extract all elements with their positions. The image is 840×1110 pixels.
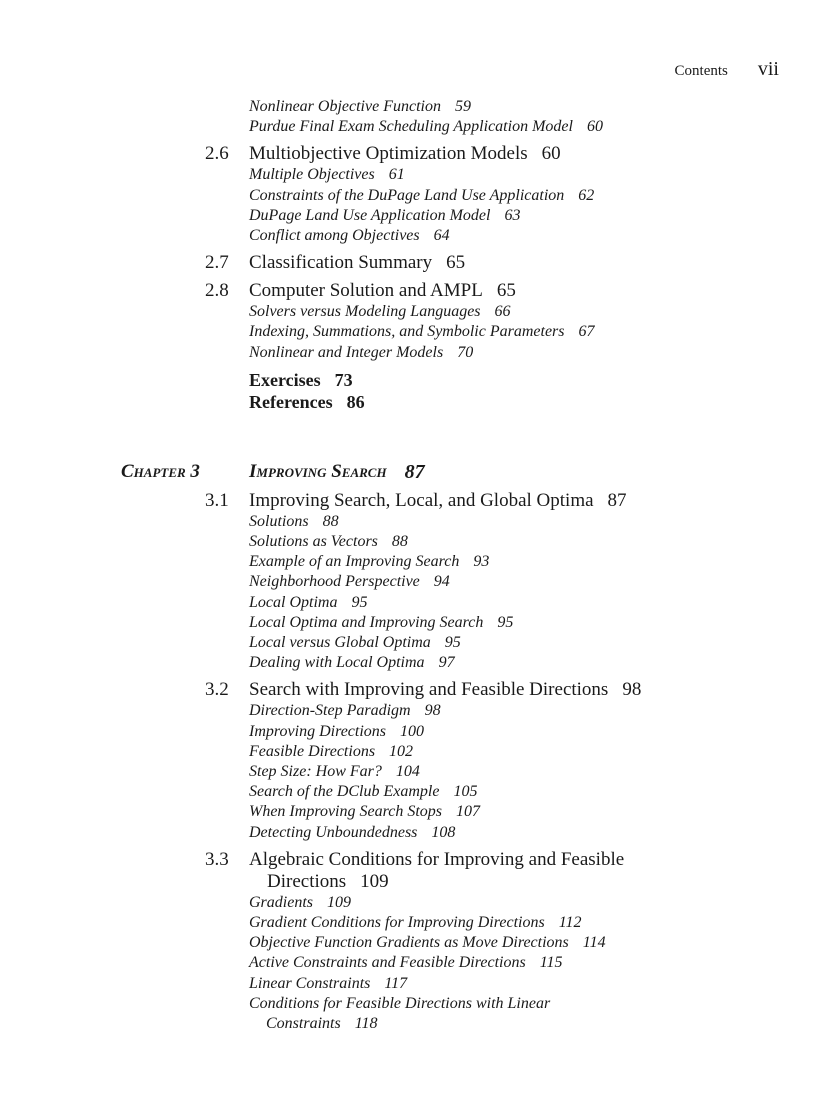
- toc-subentry-page: 97: [438, 654, 455, 672]
- chapter-label: Chapter 3: [121, 460, 200, 482]
- page-number: vii: [757, 58, 779, 80]
- toc-section-page: 87: [607, 489, 627, 511]
- toc-section-page: 60: [541, 143, 561, 165]
- toc-subentry-page: 93: [473, 553, 490, 571]
- toc-subentry-page: 105: [453, 783, 478, 801]
- toc-subentry: [0, 742, 840, 762]
- chapter-title: Improving Search: [249, 460, 387, 482]
- toc-subentry: [0, 343, 840, 363]
- toc-subentry: [0, 206, 840, 226]
- toc-subentry-page: 109: [327, 893, 351, 911]
- toc-subentry-title: Objective Function Gradients as Move Directions: [249, 934, 569, 952]
- toc-subentry-title: Dealing with Local Optima: [249, 654, 425, 672]
- toc-subentry: [0, 633, 840, 653]
- toc-subentry-page: 94: [433, 573, 450, 591]
- toc-subentry-title: Purdue Final Exam Scheduling Application Model: [249, 118, 573, 136]
- toc-subentry-page: 66: [494, 303, 511, 321]
- toc-section: [0, 143, 840, 165]
- toc-subentry-title: Feasible Directions: [249, 742, 376, 760]
- toc-subentry-page: 107: [456, 803, 480, 821]
- toc-section-number: 2.6: [205, 143, 229, 165]
- toc-subentry-title: Nonlinear and Integer Models: [249, 343, 444, 361]
- toc-subentry: [0, 613, 840, 633]
- toc-section: [0, 679, 840, 701]
- toc-subentry-page: 61: [388, 166, 405, 184]
- toc-subentry: [0, 762, 840, 782]
- toc-section-title-wrap: [249, 280, 840, 302]
- toc-subentry: [0, 552, 840, 572]
- toc-subentry: [0, 322, 840, 342]
- toc-subentry: [0, 97, 840, 117]
- toc-subentry-title: Multiple Objectives: [249, 166, 375, 184]
- toc-subentry-title: Solutions as Vectors: [249, 533, 378, 551]
- toc-section-page: 109: [360, 870, 389, 892]
- toc-section-title: Classification Summary: [249, 252, 433, 274]
- toc-subentry-page: 60: [586, 118, 603, 136]
- toc-subentry: [0, 974, 840, 994]
- toc-subentry: [0, 953, 840, 973]
- toc-subentry-page: 115: [539, 954, 563, 972]
- toc-subentry: [0, 933, 840, 953]
- toc-subentry: [0, 823, 840, 843]
- toc-subentry-title: Improving Directions: [249, 722, 387, 740]
- toc-subentry-title: Indexing, Summations, and Symbolic Parameters: [249, 323, 565, 341]
- toc-subentry-page: 98: [424, 702, 441, 720]
- table-of-contents: [0, 97, 840, 1034]
- toc-section-page: 98: [622, 679, 642, 701]
- toc-subentry-page: 63: [504, 206, 521, 224]
- toc-subentry-title: Nonlinear Objective Function: [249, 98, 441, 115]
- toc-section-title-wrap: [249, 679, 840, 701]
- toc-section-number: 3.2: [205, 679, 229, 701]
- toc-section-page: 65: [446, 252, 466, 274]
- toc-subentry-title: Gradient Conditions for Improving Directions: [249, 914, 545, 932]
- toc-subentry-title: Constraints of the DuPage Land Use Application: [249, 186, 565, 204]
- toc-subentry: [0, 226, 840, 246]
- toc-subentry: [0, 893, 840, 913]
- toc-section-title: Computer Solution and AMPL: [249, 280, 483, 302]
- toc-section: [0, 849, 840, 871]
- toc-subentry: [0, 512, 840, 532]
- toc-subentry-title: Gradients: [249, 893, 313, 911]
- toc-subentry-title: Linear Constraints: [249, 974, 371, 992]
- toc-section-title: Improving Search, Local, and Global Optima: [249, 489, 594, 511]
- toc-subentry-title: Detecting Unboundedness: [249, 823, 418, 841]
- toc-section-title-wrap: [249, 849, 840, 871]
- toc-subentry-page: 118: [354, 1015, 378, 1033]
- toc-subentry-page: 117: [384, 974, 408, 992]
- toc-subentry-title: When Improving Search Stops: [249, 803, 442, 821]
- toc-subentry-page: 62: [578, 186, 595, 204]
- toc-subentry-title: Local versus Global Optima: [249, 634, 431, 652]
- toc-subentry-title: Active Constraints and Feasible Directions: [249, 954, 526, 972]
- toc-section: [0, 280, 840, 302]
- toc-subentry: [0, 722, 840, 742]
- toc-endmatter: [0, 391, 840, 413]
- toc-subentry-title: Step Size: How Far?: [249, 763, 382, 781]
- toc-subentry-continuation: [0, 1014, 840, 1034]
- toc-section-title: Algebraic Conditions for Improving and Feasible: [249, 848, 625, 870]
- toc-subentry: [0, 302, 840, 322]
- toc-subentry: [0, 701, 840, 721]
- toc-subentry-page: 95: [497, 613, 514, 631]
- toc-subentry-page: 64: [433, 227, 450, 245]
- toc-section: [0, 252, 840, 274]
- toc-subentry-page: 88: [391, 533, 408, 551]
- toc-subentry-page: 104: [395, 763, 420, 781]
- toc-section-number: 2.7: [205, 252, 229, 274]
- toc-subentry-title: Local Optima: [249, 593, 338, 611]
- toc-section-title-wrap: [249, 252, 840, 274]
- toc-subentry: [0, 782, 840, 802]
- toc-chapter-heading: [0, 461, 840, 484]
- toc-subentry-title: Solutions: [249, 512, 309, 530]
- toc-section-title: Multiobjective Optimization Models: [249, 143, 528, 165]
- toc-subentry-page: 67: [578, 323, 595, 341]
- toc-subentry-page: 112: [558, 914, 582, 932]
- toc-subentry-title: Neighborhood Perspective: [249, 573, 420, 591]
- toc-subentry-page: 114: [582, 934, 606, 952]
- toc-subentry: [0, 186, 840, 206]
- toc-section-title: Search with Improving and Feasible Directions: [249, 679, 609, 701]
- toc-subentry-page: 108: [431, 823, 456, 841]
- toc-subentry-page: 100: [400, 722, 425, 740]
- toc-section-title-cont: Directions: [267, 870, 347, 892]
- toc-endmatter-page: 86: [346, 391, 365, 412]
- toc-section-continuation: [0, 871, 840, 893]
- toc-subentry-title: Search of the DClub Example: [249, 783, 440, 801]
- toc-endmatter-page: 73: [334, 369, 353, 390]
- toc-section: [0, 490, 840, 512]
- toc-subentry: [0, 117, 840, 137]
- toc-subentry-page: 95: [444, 634, 461, 652]
- toc-section-title-wrap: [249, 490, 840, 512]
- chapter-page: 87: [404, 460, 425, 483]
- toc-subentry: [0, 802, 840, 822]
- toc-subentry-title: Conditions for Feasible Directions with Linear: [249, 994, 551, 1012]
- toc-subentry: [0, 593, 840, 613]
- toc-subentry-title: Solvers versus Modeling Languages: [249, 303, 481, 321]
- toc-subentry: [0, 572, 840, 592]
- toc-subentry-page: 70: [457, 343, 474, 361]
- toc-subentry-page: 102: [389, 742, 414, 760]
- toc-subentry-title: DuPage Land Use Application Model: [249, 206, 491, 224]
- toc-subentry: [0, 994, 840, 1014]
- toc-section-number: 3.3: [205, 848, 229, 870]
- toc-section-number: 2.8: [205, 280, 229, 302]
- toc-subentry-title: Direction-Step Paradigm: [249, 702, 411, 720]
- toc-endmatter-title: References: [249, 391, 333, 412]
- toc-section-title-wrap: [249, 143, 840, 165]
- toc-subentry-title-cont: Constraints: [266, 1015, 341, 1033]
- toc-section-number: 3.1: [205, 489, 229, 511]
- running-header: [675, 58, 779, 81]
- toc-subentry-page: 59: [454, 98, 471, 115]
- toc-subentry: [0, 653, 840, 673]
- toc-subentry-page: 88: [322, 512, 339, 530]
- toc-subentry: [0, 532, 840, 552]
- toc-subentry: [0, 913, 840, 933]
- toc-subentry: [0, 165, 840, 185]
- toc-endmatter: [0, 369, 840, 391]
- toc-endmatter-title: Exercises: [249, 369, 321, 390]
- toc-subentry-title: Conflict among Objectives: [249, 227, 420, 245]
- toc-subentry-page: 95: [351, 593, 368, 611]
- toc-subentry-title: Example of an Improving Search: [249, 553, 460, 571]
- running-header-title: Contents: [674, 63, 728, 79]
- toc-subentry-title: Local Optima and Improving Search: [249, 613, 484, 631]
- toc-section-page: 65: [496, 280, 516, 302]
